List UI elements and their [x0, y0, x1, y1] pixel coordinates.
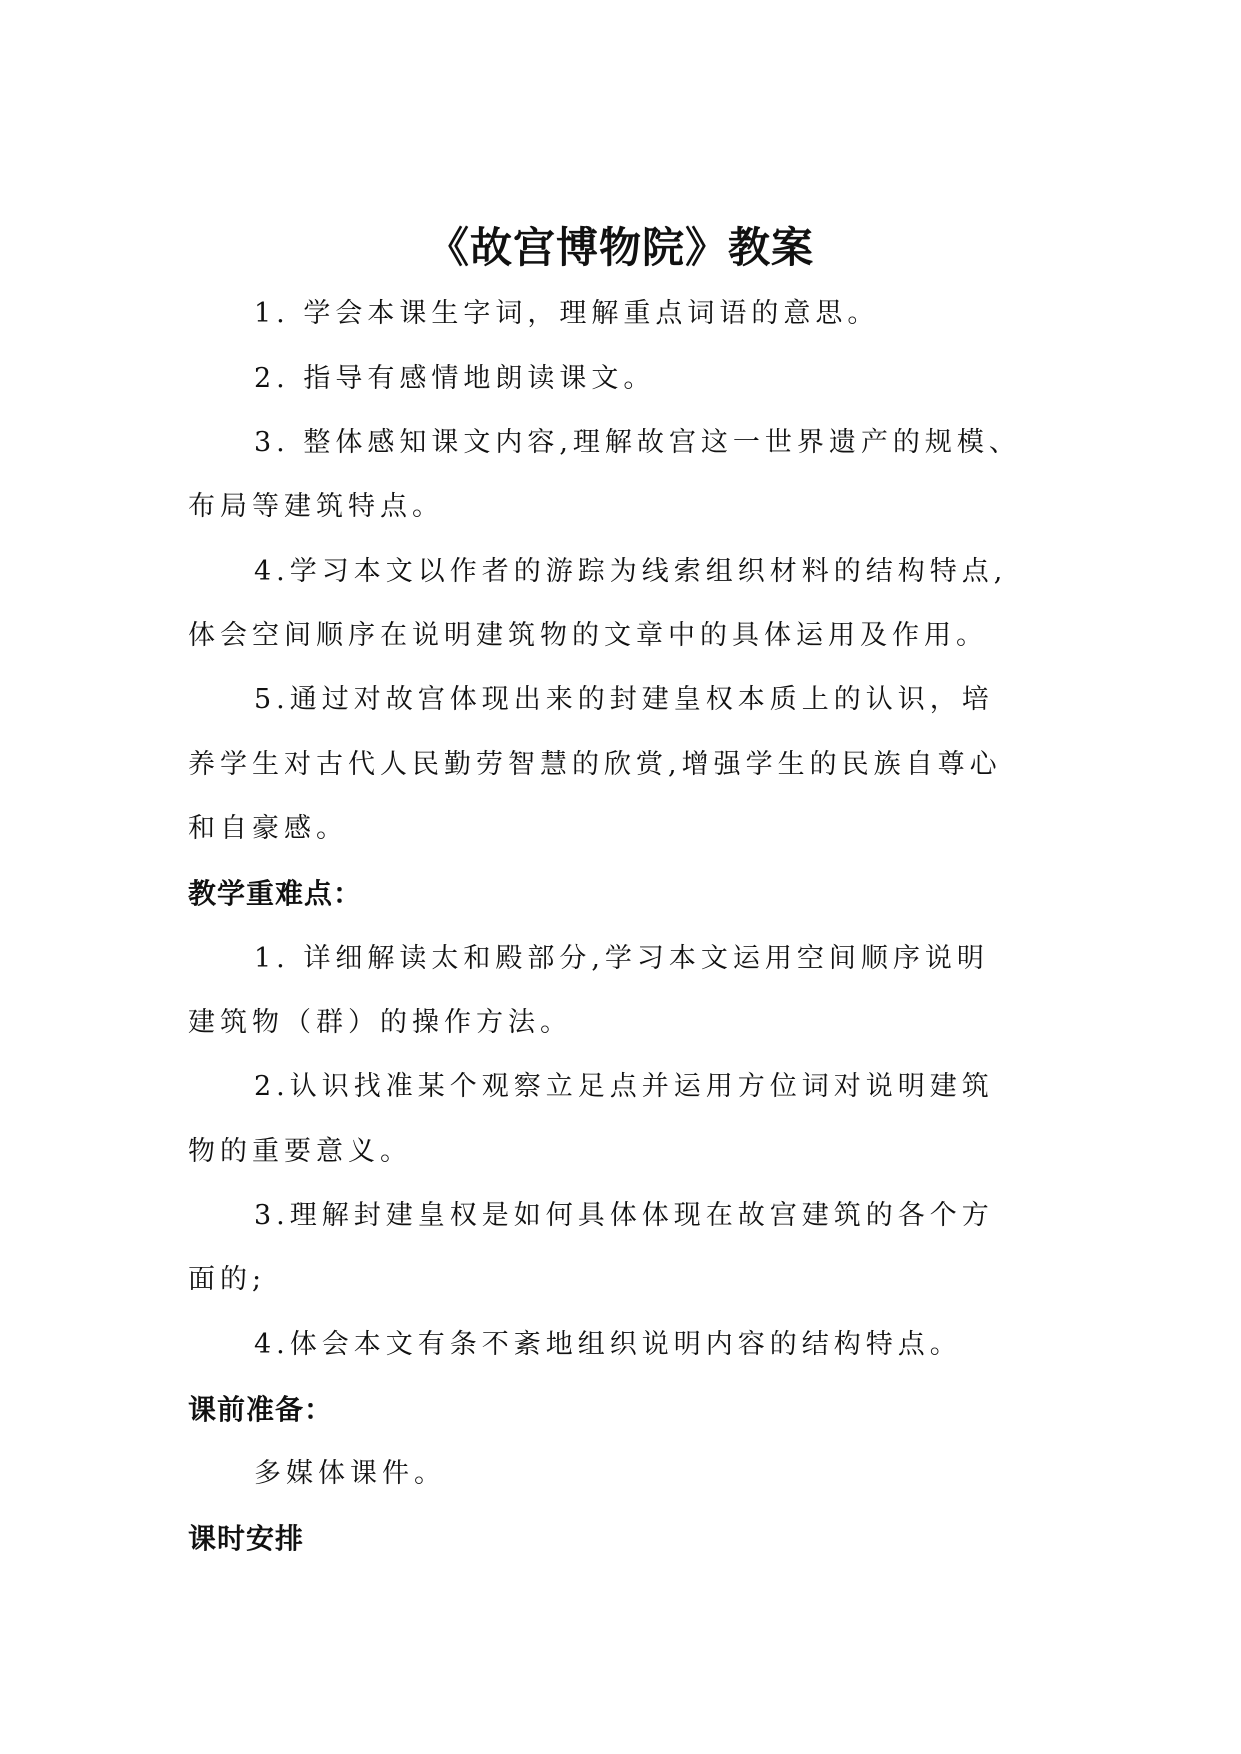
objective-2: 2. 指导有感情地朗读课文。	[254, 363, 656, 394]
key-point-2-line-1: 2.认识找准某个观察立足点并运用方位词对说明建筑	[254, 1071, 994, 1102]
key-point-1-line-1: 1. 详细解读太和殿部分,学习本文运用空间顺序说明	[254, 943, 989, 974]
page-title: 《故宫博物院》教案	[426, 223, 814, 272]
objective-4-line-2: 体会空间顺序在说明建筑物的文章中的具体运用及作用。	[188, 620, 988, 651]
key-point-4: 4.体会本文有条不紊地组织说明内容的结构特点。	[254, 1329, 962, 1360]
schedule-heading: 课时安排	[188, 1522, 305, 1555]
objective-5-line-1: 5.通过对故宫体现出来的封建皇权本质上的认识，培	[254, 684, 994, 715]
objective-3-line-1: 3. 整体感知课文内容,理解故宫这一世界遗产的规模、	[254, 427, 1021, 458]
key-point-3-line-1: 3.理解封建皇权是如何具体体现在故宫建筑的各个方	[254, 1200, 994, 1231]
objective-3-line-2: 布局等建筑特点。	[188, 491, 444, 522]
preparation-text: 多媒体课件。	[254, 1458, 446, 1489]
objective-5-line-2: 养学生对古代人民勤劳智慧的欣赏,增强学生的民族自尊心	[188, 749, 1002, 780]
key-points-heading: 教学重难点：	[188, 877, 363, 910]
objective-1: 1. 学会本课生字词，理解重点词语的意思。	[254, 298, 880, 329]
preparation-heading: 课前准备：	[188, 1393, 334, 1426]
key-point-3-line-2: 面的;	[188, 1264, 267, 1295]
key-point-2-line-2: 物的重要意义。	[188, 1136, 412, 1167]
objective-5-line-3: 和自豪感。	[188, 813, 348, 844]
objective-4-line-1: 4.学习本文以作者的游踪为线索组织材料的结构特点,	[254, 556, 1008, 587]
key-point-1-line-2: 建筑物（群）的操作方法。	[188, 1007, 572, 1038]
